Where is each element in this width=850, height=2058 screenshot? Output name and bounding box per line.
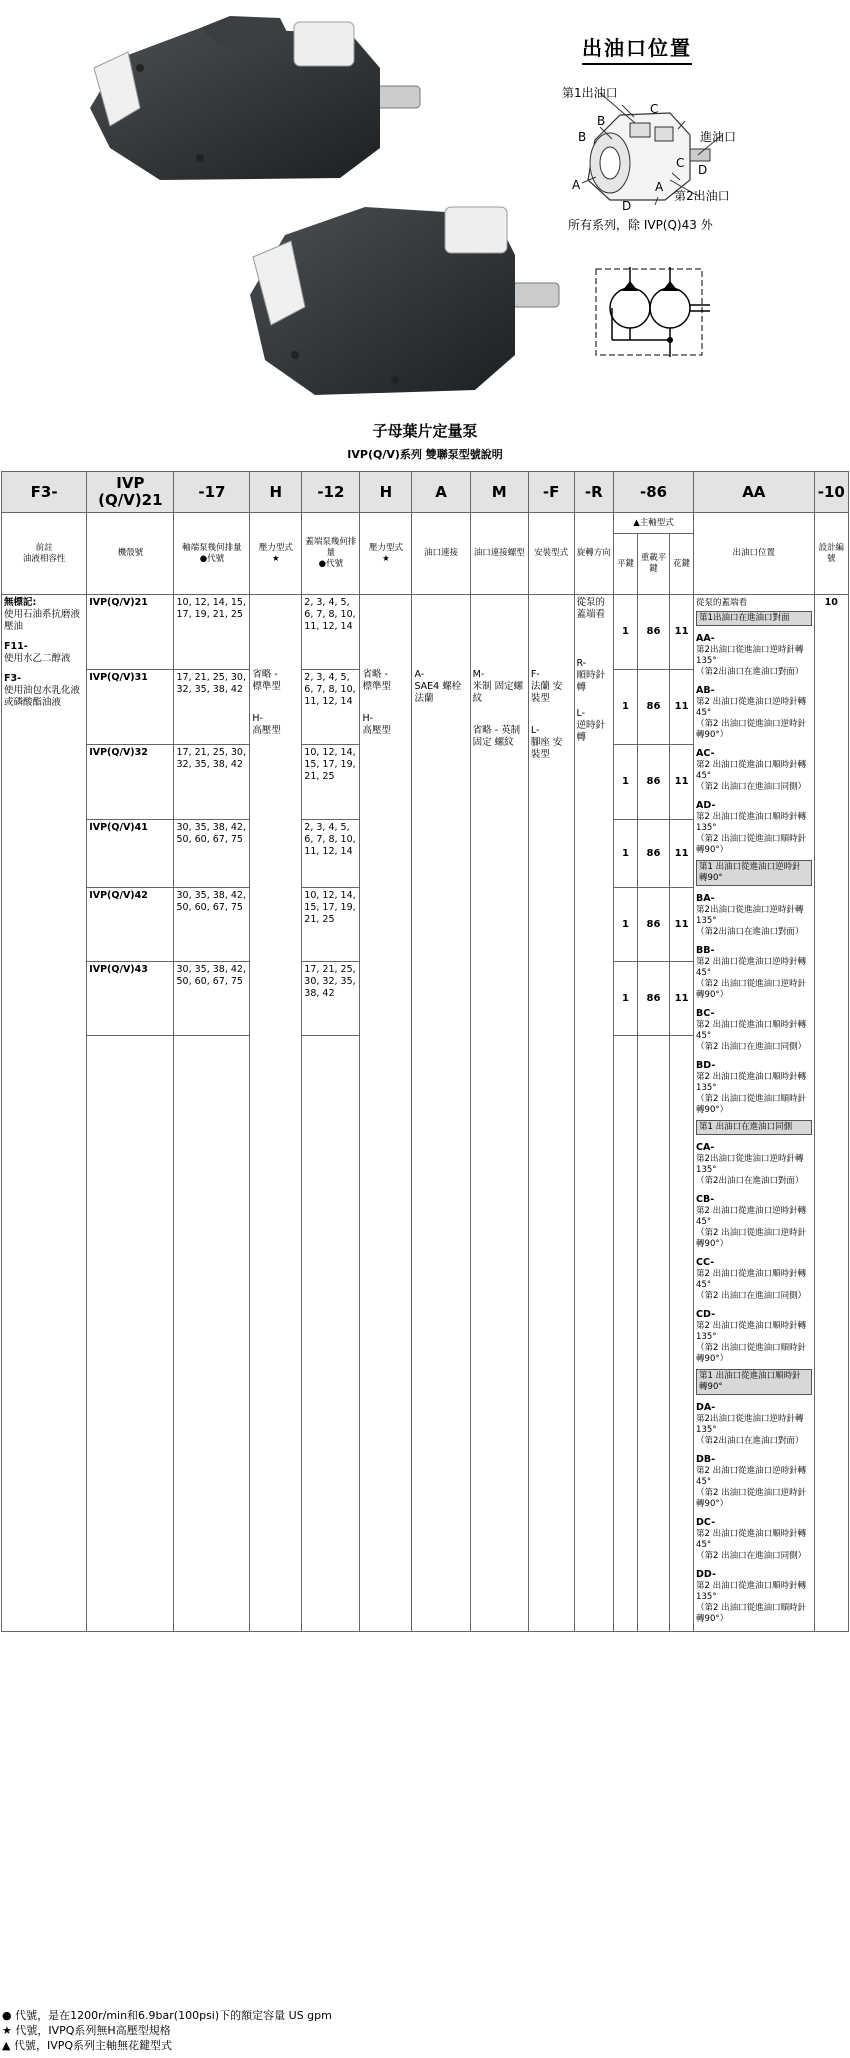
header-design: 設計編號 — [814, 513, 848, 595]
outlet-option-line: （第2 出油口從進油口順時針轉90°） — [696, 1603, 807, 1624]
rear-disp-cell: 10, 12, 14, 15, 17, 19, 21, 25 — [174, 595, 250, 670]
filler — [614, 1036, 638, 1632]
rotation-r-desc: 順時針轉 — [576, 670, 606, 693]
mount-cell — [528, 595, 574, 1632]
mount-f-code: F- — [530, 669, 540, 680]
header-shaft-heavy: 重載平鍵 — [637, 534, 669, 595]
outlet-option-code: DA- — [696, 1402, 716, 1413]
header-rotation: 旋轉方向 — [574, 513, 613, 595]
outlet-option-line: （第2出油口在進油口對面） — [696, 1176, 804, 1186]
label-second-outlet: 第2出油口 — [674, 189, 730, 203]
note-f11-code: F11- — [4, 641, 28, 652]
pressure1-std-code: 省略 - — [252, 669, 278, 680]
header-model: 機殼號 — [87, 513, 174, 595]
model-cell: IVP(Q/V)31 — [87, 670, 174, 745]
shaft-flat-cell: 1 — [614, 745, 638, 820]
shaft-flat-cell: 1 — [614, 820, 638, 888]
code-cell: -17 — [174, 472, 250, 513]
code-cell: H — [360, 472, 412, 513]
shaft-spline-cell: 11 — [670, 888, 694, 962]
outlet-option-code: CD- — [696, 1309, 716, 1320]
outlet-option-line: 第2 出油口從進油口順時針轉135° — [696, 1321, 807, 1342]
outlet-option-line: （第2 出油口從進油口逆時針轉90°） — [696, 1228, 807, 1249]
header-outlet: 出油口位置 — [694, 513, 815, 595]
shaft-flat-cell: 1 — [614, 962, 638, 1036]
design-cell: 10 — [814, 595, 848, 1632]
outlet-option — [696, 685, 812, 741]
filler — [637, 1036, 669, 1632]
filler — [87, 1036, 174, 1632]
header-shaft-group: ▲主軸型式 — [614, 513, 694, 534]
filler — [174, 1036, 250, 1632]
outlet-option-line: 第2出油口從進油口逆時針轉135° — [696, 1414, 804, 1435]
model-code-table — [1, 471, 849, 1632]
mount-l-code: L- — [530, 725, 540, 736]
pressure2-std-desc: 標準型 — [362, 681, 391, 692]
model-cell: IVP(Q/V)32 — [87, 745, 174, 820]
code-cell: H — [250, 472, 302, 513]
shaft-heavy-cell: 86 — [637, 962, 669, 1036]
outlet-option-code: DB- — [696, 1454, 716, 1465]
outlet-option-line: 第2 出油口從進油口逆時針轉45° — [696, 1466, 807, 1487]
rotation-r-code: R- — [576, 658, 587, 669]
outlet-option-line: （第2 出油口從進油口逆時針轉90°） — [696, 1488, 807, 1509]
outlet-option-line: 第2出油口從進油口逆時針轉135° — [696, 645, 804, 666]
shaft-heavy-cell: 86 — [637, 745, 669, 820]
outlet-option-line: （第2 出油口從進油口逆時針轉90°） — [696, 719, 807, 740]
rotation-view: 從泵的蓋端看 — [576, 597, 606, 620]
pressure1-cell — [250, 595, 302, 1632]
outlet-option-code: CC- — [696, 1257, 715, 1268]
label-inlet: 進油口 — [700, 130, 737, 144]
code-row — [2, 472, 849, 513]
shaft-heavy-cell: 86 — [637, 670, 669, 745]
header-shaft-flat: 平鍵 — [614, 534, 638, 595]
note-f3-code: F3- — [4, 673, 22, 684]
label-first-outlet: 第1出油口 — [562, 86, 618, 100]
port-desc: SAE4 螺栓法蘭 — [414, 681, 462, 704]
front-disp-cell: 2, 3, 4, 5, 6, 7, 8, 10, 11, 12, 14 — [302, 820, 360, 888]
model-cell: IVP(Q/V)43 — [87, 962, 174, 1036]
outlet-option — [696, 893, 812, 938]
footnote: ● 代號，是在1200r/min和6.9bar(100psi)下的額定容量 US gpm — [2, 2009, 332, 2022]
code-cell: -12 — [302, 472, 360, 513]
shaft-spline-cell: 11 — [670, 820, 694, 888]
page-subtitle: IVP(Q/V)系列 雙聯泵型號說明 — [347, 448, 503, 461]
outlet-group-box: 第1 出油口從進油口逆時針轉90° — [696, 860, 812, 886]
header-pressure-1: 壓力型式 ★ — [250, 513, 302, 595]
shaft-flat-cell: 1 — [614, 888, 638, 962]
mount-f-desc: 法蘭 安裝型 — [530, 681, 563, 704]
front-disp-cell: 10, 12, 14, 15, 17, 19, 21, 25 — [302, 745, 360, 820]
outlet-option-code: DC- — [696, 1517, 716, 1528]
code-cell: A — [412, 472, 470, 513]
rotation-cell — [574, 595, 613, 1632]
shaft-flat-cell: 1 — [614, 595, 638, 670]
rear-disp-cell: 17, 21, 25, 30, 32, 35, 38, 42 — [174, 670, 250, 745]
header-shaft-spline: 花鍵 — [670, 534, 694, 595]
pressure1-high-desc: 高壓型 — [252, 725, 281, 736]
outlet-option — [696, 633, 812, 678]
header-thread: 油口連接螺型 — [470, 513, 528, 595]
thread-m-code: M- — [472, 669, 485, 680]
note-no-mark-code: 無標記: — [4, 597, 37, 608]
header-row — [2, 513, 849, 534]
label-C-right: C — [676, 156, 685, 170]
port-cell — [412, 595, 470, 1632]
label-A-left: A — [572, 178, 581, 192]
rear-disp-cell: 17, 21, 25, 30, 32, 35, 38, 42 — [174, 745, 250, 820]
outlet-option-line: （第2 出油口從進油口順時針轉90°） — [696, 1343, 807, 1364]
outlet-option — [696, 1060, 812, 1116]
filler — [302, 1036, 360, 1632]
pressure2-high-code: H- — [362, 713, 374, 724]
outlet-option-line: 第2 出油口從進油口順時針轉135° — [696, 812, 807, 833]
header-illustrations — [0, 0, 850, 420]
model-cell: IVP(Q/V)42 — [87, 888, 174, 962]
outlet-option — [696, 1517, 812, 1562]
shaft-spline-cell: 11 — [670, 745, 694, 820]
outlet-option — [696, 748, 812, 793]
shaft-heavy-cell: 86 — [637, 820, 669, 888]
footnote: ★ 代號，IVPQ系列無H高壓型規格 — [2, 2024, 171, 2037]
outlet-option-code: AD- — [696, 800, 716, 811]
label-D-right: D — [698, 163, 708, 177]
shaft-spline-cell: 11 — [670, 962, 694, 1036]
pump-photo-lower — [245, 195, 575, 400]
outlet-option-line: 第2 出油口從進油口順時針轉45° — [696, 1020, 807, 1041]
outlet-option-line: 第2 出油口從進油口順時針轉135° — [696, 1581, 807, 1602]
outlet-option-line: （第2 出油口從進油口順時針轉90°） — [696, 1094, 807, 1115]
note-f11-desc: 使用水乙二醇液 — [4, 653, 71, 664]
footnote: ▲ 代號，IVPQ系列主軸無花鍵型式 — [2, 2039, 173, 2052]
code-cell: -86 — [614, 472, 694, 513]
front-disp-cell: 2, 3, 4, 5, 6, 7, 8, 10, 11, 12, 14 — [302, 595, 360, 670]
outlet-option — [696, 1008, 812, 1053]
outlet-option-line: （第2 出油口在進油口同側） — [696, 1551, 807, 1561]
pump-photo-upper — [80, 8, 440, 188]
rotation-l-desc: 逆時針轉 — [576, 720, 606, 743]
outlet-group-box: 第1 出油口從進油口順時針轉90° — [696, 1369, 812, 1395]
shaft-spline-cell: 11 — [670, 595, 694, 670]
label-D-bottom: D — [622, 199, 632, 213]
note-f3-desc: 使用油包水乳化液或磷酸酯油液 — [4, 685, 81, 708]
rear-disp-cell: 30, 35, 38, 42, 50, 60, 67, 75 — [174, 888, 250, 962]
code-cell: AA — [694, 472, 815, 513]
outlet-option — [696, 800, 812, 856]
outlet-position-title: 出油口位置 — [582, 32, 692, 65]
header-notes: 前註 油液相容性 — [2, 513, 87, 595]
code-cell: M — [470, 472, 528, 513]
header-mount: 安裝型式 — [528, 513, 574, 595]
model-cell: IVP(Q/V)21 — [87, 595, 174, 670]
outlet-option-code: BD- — [696, 1060, 716, 1071]
rear-disp-cell: 30, 35, 38, 42, 50, 60, 67, 75 — [174, 962, 250, 1036]
outlet-option-line: 第2出油口從進油口逆時針轉135° — [696, 1154, 804, 1175]
label-A-right: A — [655, 180, 664, 194]
outlet-option-line: 第2出油口從進油口逆時針轉135° — [696, 905, 804, 926]
label-B-upper: B — [597, 114, 606, 128]
outlet-option-line: （第2 出油口在進油口同側） — [696, 1291, 807, 1301]
outlet-option-code: AC- — [696, 748, 715, 759]
outlet-group-box: 第1出油口在進油口對面 — [696, 611, 812, 626]
note-no-mark-desc: 使用石油系抗磨液壓油 — [4, 609, 81, 632]
front-disp-cell: 2, 3, 4, 5, 6, 7, 8, 10, 11, 12, 14 — [302, 670, 360, 745]
outlet-option-line: （第2 出油口從進油口逆時針轉90°） — [696, 979, 807, 1000]
outlet-option-line: （第2出油口在進油口對面） — [696, 1436, 804, 1446]
thread-u-desc: - 英制 固定 螺紋 — [472, 725, 521, 748]
outlet-option — [696, 1569, 812, 1625]
outlet-option-line: 第2 出油口從進油口順時針轉45° — [696, 760, 807, 781]
footnotes — [2, 2008, 332, 2053]
hydraulic-symbol — [592, 265, 712, 360]
outlet-group-box: 第1 出油口在進油口同側 — [696, 1120, 812, 1135]
outlet-option — [696, 1194, 812, 1250]
filler — [670, 1036, 694, 1632]
outlet-option — [696, 945, 812, 1001]
code-cell: -10 — [814, 472, 848, 513]
outlet-option-code: BC- — [696, 1008, 715, 1019]
outlet-cell — [694, 595, 815, 1632]
outlet-option-line: （第2出油口在進油口對面） — [696, 667, 804, 677]
shaft-flat-cell: 1 — [614, 670, 638, 745]
outlet-option-code: CB- — [696, 1194, 715, 1205]
mount-l-desc: 腳座 安裝型 — [530, 737, 563, 760]
thread-u-code: 省略 — [472, 725, 492, 736]
code-cell: IVP (Q/V)21 — [87, 472, 174, 513]
thread-m-desc: 米制 固定螺紋 — [472, 681, 524, 704]
shaft-heavy-cell: 86 — [637, 888, 669, 962]
outlet-option-line: （第2 出油口在進油口同側） — [696, 1042, 807, 1052]
outlet-option-line: 第2 出油口從進油口順時針轉45° — [696, 1529, 807, 1550]
code-cell: F3- — [2, 472, 87, 513]
outlet-option-code: AA- — [696, 633, 715, 644]
series-note: 所有系列，除 IVP(Q)43 外 — [568, 218, 713, 232]
code-cell: -R — [574, 472, 613, 513]
outlet-option-code: BB- — [696, 945, 715, 956]
outlet-option-line: 第2 出油口從進油口順時針轉45° — [696, 1269, 807, 1290]
outlet-option-line: 第2 出油口從進油口逆時針轉45° — [696, 697, 807, 718]
front-disp-cell: 10, 12, 14, 15, 17, 19, 21, 25 — [302, 888, 360, 962]
outlet-option — [696, 1257, 812, 1302]
header-port: 油口連接 — [412, 513, 470, 595]
outlet-option-code: CA- — [696, 1142, 715, 1153]
outlet-option — [696, 1309, 812, 1365]
thread-cell — [470, 595, 528, 1632]
pressure1-std-desc: 標準型 — [252, 681, 281, 692]
label-B-left: B — [578, 130, 587, 144]
front-disp-cell: 17, 21, 25, 30, 32, 35, 38, 42 — [302, 962, 360, 1036]
table-row — [2, 595, 849, 670]
outlet-option-code: BA- — [696, 893, 715, 904]
model-cell: IVP(Q/V)41 — [87, 820, 174, 888]
pressure2-high-desc: 高壓型 — [362, 725, 391, 736]
outlet-option-line: （第2 出油口在進油口同側） — [696, 782, 807, 792]
pressure2-std-code: 省略 - — [362, 669, 388, 680]
label-C-upper: C — [650, 102, 659, 116]
shaft-heavy-cell: 86 — [637, 595, 669, 670]
outlet-intro: 從泵的蓋端看 — [696, 598, 748, 608]
rear-disp-cell: 30, 35, 38, 42, 50, 60, 67, 75 — [174, 820, 250, 888]
code-cell: -F — [528, 472, 574, 513]
outlet-option-line: 第2 出油口從進油口逆時針轉45° — [696, 957, 807, 978]
outlet-option-line: 第2 出油口從進油口順時針轉135° — [696, 1072, 807, 1093]
outlet-option-code: DD- — [696, 1569, 716, 1580]
pressure2-cell — [360, 595, 412, 1632]
pressure1-high-code: H- — [252, 713, 263, 724]
outlet-option-line: （第2出油口在進油口對面） — [696, 927, 804, 937]
page-title: 子母葉片定量泵 — [372, 422, 478, 440]
outlet-option-code: AB- — [696, 685, 715, 696]
shaft-spline-cell: 11 — [670, 670, 694, 745]
header-front-displacement: 蓋端泵幾何排量 ●代號 — [302, 513, 360, 595]
port-code: A- — [414, 669, 425, 680]
outlet-option — [696, 1402, 812, 1447]
notes-cell — [2, 595, 87, 1632]
header-rear-displacement: 軸端泵幾何排量 ●代號 — [174, 513, 250, 595]
outlet-option-line: （第2 出油口從進油口順時針轉90°） — [696, 834, 807, 855]
outlet-option — [696, 1454, 812, 1510]
header-pressure-2: 壓力型式 ★ — [360, 513, 412, 595]
rotation-l-code: L- — [576, 708, 586, 719]
outlet-option-line: 第2 出油口從進油口逆時針轉45° — [696, 1206, 807, 1227]
outlet-option — [696, 1142, 812, 1187]
